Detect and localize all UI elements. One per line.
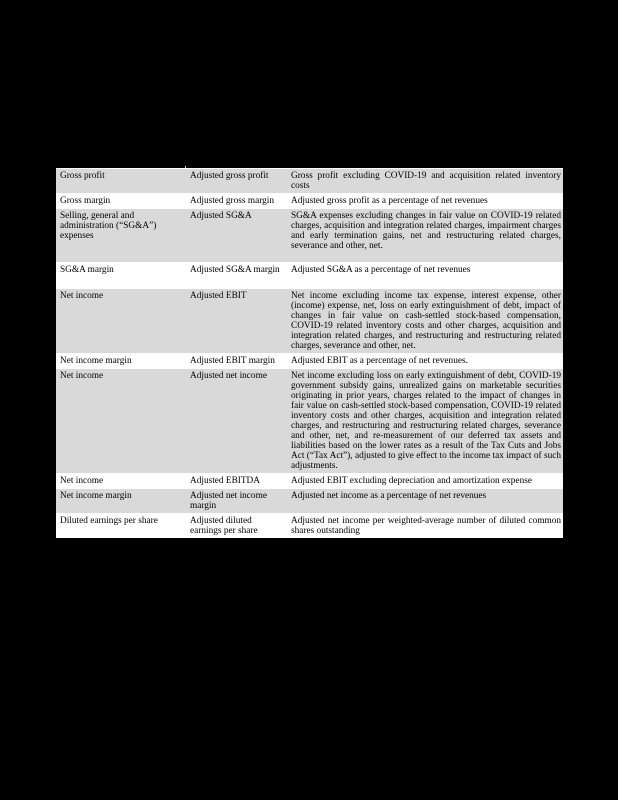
non-gaap-measure-cell: Adjusted diluted earnings per share — [186, 514, 287, 539]
non-gaap-measure-cell: Adjusted EBIT — [186, 289, 287, 354]
gaap-measure-cell: SG&A margin — [56, 263, 186, 289]
definition-cell: Gross profit excluding COVID-19 and acquisition related inventory costs — [287, 169, 563, 194]
table-row — [56, 169, 563, 194]
non-gaap-measure-cell: Adjusted gross profit — [186, 169, 287, 194]
non-gaap-measure-cell: Adjusted net income — [186, 369, 287, 474]
definition-cell: Net income excluding loss on early extinguishment of debt, COVID-19 government subsidy gains, unrealized gains on marketable securities originating in prior years, charges related to the impact of changes in fair value on cash-settled stock-based compensation, COVID-19 related inventory costs and other charges, acquisition and integration related charges, and restructuring and restructuring related charges, severance and other, net, and re-measurement of our deferred tax assets and liabilities based on the lower rates as a result of the Tax Cuts and Jobs Act (“Tax Act”), adjusted to give effect to the income tax impact of such adjustments. — [287, 369, 563, 474]
gaap-measure-cell: Net income margin — [56, 354, 186, 369]
table-row — [56, 369, 563, 474]
table-row — [56, 209, 563, 263]
gaap-measure-cell: Net income — [56, 474, 186, 489]
non-gaap-measure-cell: Adjusted net income margin — [186, 489, 287, 514]
non-gaap-measure-cell: Adjusted SG&A — [186, 209, 287, 263]
definition-cell: Adjusted net income per weighted-average number of diluted common shares outstanding — [287, 514, 563, 539]
table-row — [56, 474, 563, 489]
table-row — [56, 289, 563, 354]
table-row — [56, 194, 563, 209]
definition-cell: SG&A expenses excluding changes in fair value on COVID-19 related charges, acquisition and integration related charges, impairment charges and early termination gains, net and restructuring related charges, severance and other, net. — [287, 209, 563, 263]
non-gaap-measure-cell: Adjusted EBIT margin — [186, 354, 287, 369]
table-row — [56, 514, 563, 539]
definition-cell: Adjusted SG&A as a percentage of net revenues — [287, 263, 563, 289]
gaap-measure-cell: Selling, general and administration (“SG&A”) expenses — [56, 209, 186, 263]
gaap-measure-cell: Diluted earnings per share — [56, 514, 186, 539]
non-gaap-measure-cell: Adjusted gross margin — [186, 194, 287, 209]
non-gaap-measures-table — [56, 168, 563, 538]
gaap-measure-cell: Gross profit — [56, 169, 186, 194]
table-row — [56, 489, 563, 514]
definition-cell: Net income excluding income tax expense, interest expense, other (income) expense, net, loss on early extinguishment of debt, impact of changes in fair value on cash-settled stock-based compensation, COVID-19 related inventory costs and other charges, acquisition and integration related charges, and restructuring and restructuring related charges, severance and other, net. — [287, 289, 563, 354]
gaap-measure-cell: Net income — [56, 289, 186, 354]
definition-cell: Adjusted gross profit as a percentage of net revenues — [287, 194, 563, 209]
table-row — [56, 354, 563, 369]
definition-cell: Adjusted EBIT as a percentage of net revenues. — [287, 354, 563, 369]
gaap-measure-cell: Net income — [56, 369, 186, 474]
gaap-measure-cell: Net income margin — [56, 489, 186, 514]
gaap-measure-cell: Gross margin — [56, 194, 186, 209]
non-gaap-measure-cell: Adjusted EBITDA — [186, 474, 287, 489]
non-gaap-measure-cell: Adjusted SG&A margin — [186, 263, 287, 289]
definition-cell: Adjusted EBIT excluding depreciation and amortization expense — [287, 474, 563, 489]
definition-cell: Adjusted net income as a percentage of net revenues — [287, 489, 563, 514]
table-row — [56, 263, 563, 289]
